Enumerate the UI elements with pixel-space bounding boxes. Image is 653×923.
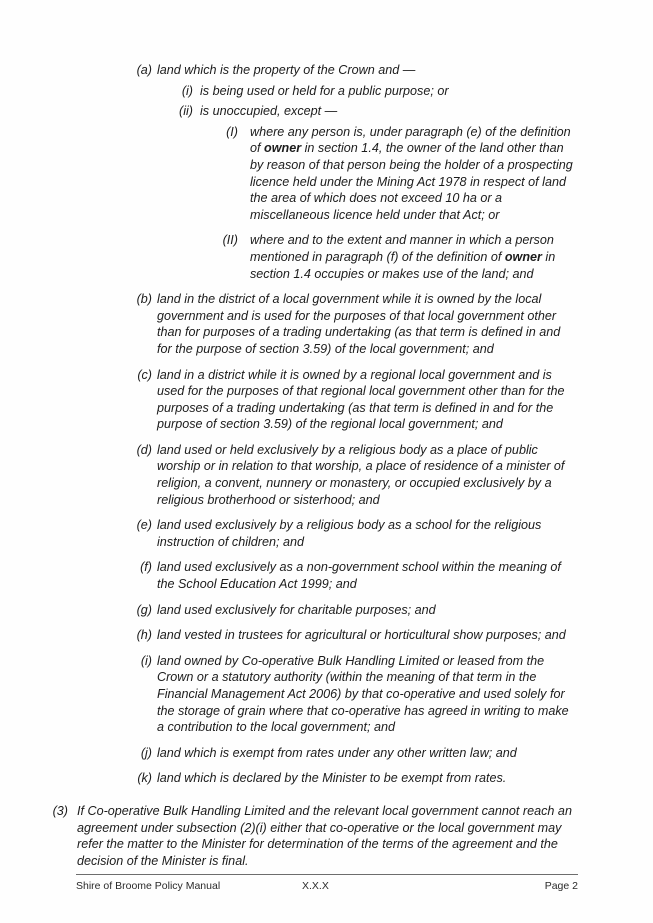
- clause-d-label: (d): [136, 442, 152, 457]
- clause-a-ii-II-text-after: in section 1.4 occupies or makes use of the land; and: [250, 249, 556, 281]
- clause-a-subclauses: [76, 83, 578, 283]
- clause-a-ii-I-label: (I): [226, 124, 238, 139]
- clause-h-text: land vested in trustees for agricultural or horticultural show purposes; and: [157, 628, 566, 643]
- footer-section-ref: X.X.X: [302, 880, 329, 892]
- clause-k: [76, 770, 578, 787]
- clause-f: [76, 559, 578, 592]
- clause-a-i-text: is being used or held for a public purpose; or: [200, 83, 449, 98]
- clause-a-ii-I-text: [242, 124, 578, 224]
- clause-b-text: land in the district of a local government while it is owned by the local government and is used for the purposes of that local government other than for purposes of a trading undertaking (as that term is defined in and for the purpose of section 3.59) of the local government; and: [157, 292, 561, 356]
- clause-k-label: (k): [137, 771, 152, 786]
- clause-a-label: (a): [136, 63, 152, 77]
- clause-f-label: (f): [140, 560, 152, 575]
- clause-h: [76, 627, 578, 644]
- clause-j-text: land which is exempt from rates under any other written law; and: [157, 745, 517, 760]
- clause-g: [76, 602, 578, 619]
- page-footer: [76, 874, 578, 893]
- clause-g-label: (g): [136, 602, 152, 617]
- clause-a-ii-I-bold-term: owner: [264, 141, 302, 156]
- clause-b: [76, 291, 578, 357]
- clause-a-ii-label: (ii): [179, 104, 193, 119]
- clause-c-label: (c): [137, 367, 152, 382]
- clause-a-text: land which is the property of the Crown and —: [157, 63, 416, 77]
- clause-b-label: (b): [136, 292, 152, 307]
- clause-j: [76, 745, 578, 762]
- clause-a-ii-I: [76, 124, 578, 224]
- clause-a-ii-I-text-after: in section 1.4, the owner of the land other than by reason of that person being the holder of a prospecting licence held under the Mining Act 1978 in respect of land the area of which does not exceed 10 ha or a miscellaneous licence held under that Act; or: [250, 141, 573, 222]
- clause-a-ii-II-text-before: where and to the extent and manner in which a person mentioned in paragraph (f) of the definition of: [250, 233, 554, 264]
- clause-f-text: land used exclusively as a non-government school within the meaning of the School Education Act 1999; and: [157, 560, 561, 592]
- document-body: [52, 62, 578, 878]
- clause-a-ii-II: [76, 232, 578, 282]
- clause-d-text: land used or held exclusively by a religious body as a place of public worship or in relation to that worship, a place of residence of a minister of religion, a convent, nunnery or monastery, or occupied exclusively by a religious brotherhood or sisterhood; and: [157, 442, 565, 507]
- footer-document-title: Shire of Broome Policy Manual: [76, 880, 221, 892]
- clause-e-label: (e): [136, 518, 152, 533]
- clause-g-text: land used exclusively for charitable purposes; and: [157, 602, 436, 617]
- clause-e: [76, 517, 578, 550]
- subsection-3-text: If Co-operative Bulk Handling Limited and the relevant local government cannot reach an agreement under subsection (2)(i) either that co-operative or the local government may refer the matter to the Minister for determination of the terms of the agreement and the decision of the Minister is final.: [77, 803, 572, 868]
- clause-a-ii-subclauses: [76, 124, 578, 282]
- clause-i: [76, 653, 578, 736]
- clause-a-ii-II-label: (II): [222, 233, 238, 248]
- clause-a-i: [76, 83, 578, 100]
- clause-k-text: land which is declared by the Minister to be exempt from rates.: [157, 771, 507, 786]
- clause-c-text: land in a district while it is owned by a regional local government and is used for the purposes of that regional local government other than for the purposes of a trading undertaking (as that term is defined in and for the purpose of section 3.59) of the regional local government; and: [157, 367, 565, 432]
- clause-i-text: land owned by Co-operative Bulk Handling Limited or leased from the Crown or a statutory authority (within the meaning of that term in the Financial Management Act 2006) by that co-operative and used solely for the storage of grain where that co-operative has agreed in writing to make a contribution to the local government; and: [157, 653, 569, 735]
- subsection-3-label: (3): [52, 803, 68, 818]
- clause-e-text: land used exclusively by a religious body as a school for the religious instruction of children; and: [157, 518, 542, 549]
- clause-a-ii-text: is unoccupied, except —: [200, 104, 338, 119]
- footer-page-number: Page 2: [544, 880, 578, 892]
- clause-a-ii-II-bold-term: owner: [504, 249, 542, 264]
- clause-c: [76, 367, 578, 433]
- clause-h-label: (h): [136, 628, 152, 643]
- clause-a-i-label: (i): [181, 83, 193, 98]
- clause-a-ii-II-text: [242, 232, 578, 282]
- clause-a-ii: [76, 103, 578, 120]
- clause-i-label: (i): [140, 653, 152, 668]
- clause-a: [76, 62, 578, 79]
- clause-j-label: (j): [140, 745, 152, 760]
- subsection-3: [19, 803, 578, 869]
- clause-a-ii-I-text-before: where any person is, under paragraph (e) of the definition of: [250, 124, 571, 156]
- clause-d: [76, 442, 578, 508]
